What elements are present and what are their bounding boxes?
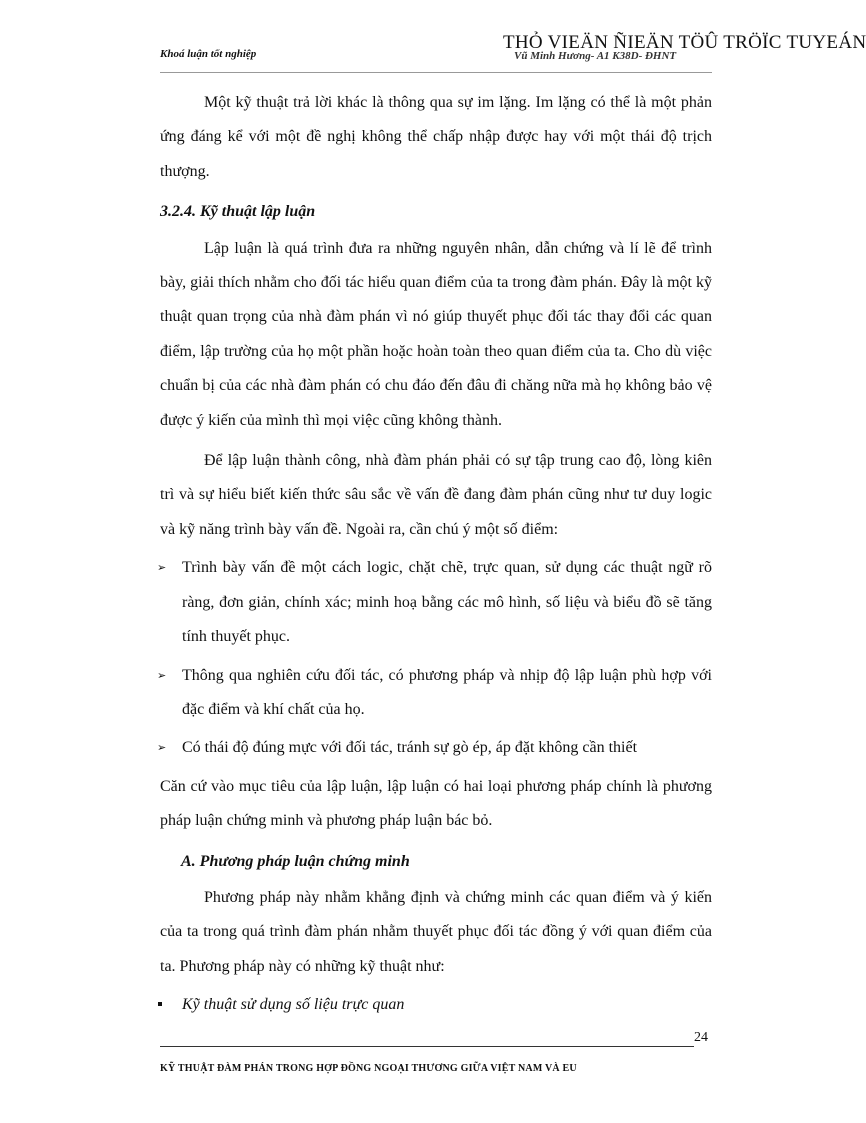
page-number: 24 bbox=[694, 1030, 708, 1045]
list-item bbox=[157, 551, 712, 654]
list-item bbox=[157, 731, 712, 765]
arrow-bullet-icon: ➢ bbox=[157, 742, 167, 755]
page-body bbox=[157, 86, 712, 1023]
paragraph-4: Căn cứ vào mục tiêu của lập luận, lập luận có hai loại phương pháp chính là phương pháp luận chứng minh và phương pháp luận bác bỏ. bbox=[160, 777, 712, 830]
header-left: Khoá luận tốt nghiệp bbox=[160, 48, 257, 60]
list-item bbox=[157, 659, 712, 728]
footer-rule bbox=[160, 1046, 694, 1047]
arrow-bullet-icon: ➢ bbox=[157, 562, 167, 575]
bullet-list bbox=[157, 551, 712, 765]
section-heading: 3.2.4. Kỹ thuật lập luận bbox=[160, 203, 316, 221]
list-item-text: Có thái độ đúng mực với đối tác, tránh sự gò ép, áp đặt không cần thiết bbox=[182, 739, 638, 757]
list-item-text: Trình bày vấn đề một cách logic, chặt chẽ, trực quan, sử dụng các thuật ngữ rõ ràng, đơn giản, chính xác; minh hoạ bằng các mô hình, số liệu và biểu đồ sẽ tăng tính thuyết phục. bbox=[182, 559, 712, 646]
footer-title: KỸ THUẬT ĐÀM PHÁN TRONG HỢP ĐỒNG NGOẠI THƯƠNG GIỮA VIỆT NAM VÀ EU bbox=[160, 1063, 577, 1074]
list-item bbox=[160, 988, 712, 1022]
subsection-heading: A. Phương pháp luận chứng minh bbox=[181, 852, 410, 870]
arrow-bullet-icon: ➢ bbox=[157, 669, 167, 682]
paragraph-2: Lập luận là quá trình đưa ra những nguyên nhân, dẫn chứng và lí lẽ để trình bày, giải thích nhằm cho đối tác hiểu quan điểm của ta trong đàm phán. Đây là một kỹ thuật quan trọng của nhà đàm phán vì nó giúp thuyết phục đối tác thay đổi các quan điểm, lập trường của họ một phần hoặc hoàn toàn theo quan điểm của ta. Cho dù việc chuẩn bị của các nhà đàm phán có chu đáo đến đâu đi chăng nữa mà họ không bảo vệ được ý kiến của mình thì mọi việc cũng không thành. bbox=[160, 239, 712, 429]
paragraph-3: Để lập luận thành công, nhà đàm phán phải có sự tập trung cao độ, lòng kiên trì và sự hiểu biết kiến thức sâu sắc về vấn đề đang đàm phán cũng như tư duy logic và kỹ năng trình bày vấn đề. Ngoài ra, cần chú ý một số điểm: bbox=[160, 452, 712, 538]
square-bullet-icon bbox=[158, 1002, 162, 1006]
header-author: Vũ Minh Hương- A1 K38D- ĐHNT bbox=[514, 50, 677, 62]
paragraph-5: Phương pháp này nhằm khẳng định và chứng minh các quan điểm và ý kiến của ta trong quá trình đàm phán nhằm thuyết phục đối tác đồng ý với quan điểm của ta. Phương pháp này có những kỹ thuật như: bbox=[160, 888, 712, 975]
list-item-text: Thông qua nghiên cứu đối tác, có phương pháp và nhịp độ lập luận phù hợp với đặc điểm và khí chất của họ. bbox=[182, 666, 712, 718]
header-rule bbox=[160, 72, 712, 73]
technique-list bbox=[160, 988, 712, 1022]
list-item-text: Kỹ thuật sử dụng số liệu trực quan bbox=[182, 996, 405, 1014]
paragraph-1: Một kỹ thuật trả lời khác là thông qua sự im lặng. Im lặng có thể là một phản ứng đáng kể với một đề nghị không thể chấp nhập được hay với một thái độ trịch thượng. bbox=[160, 94, 712, 180]
watermark: THỎ VIEÄN ÑIEÄN TÖÛ TRÖÏC TUYEÁN bbox=[503, 32, 866, 53]
